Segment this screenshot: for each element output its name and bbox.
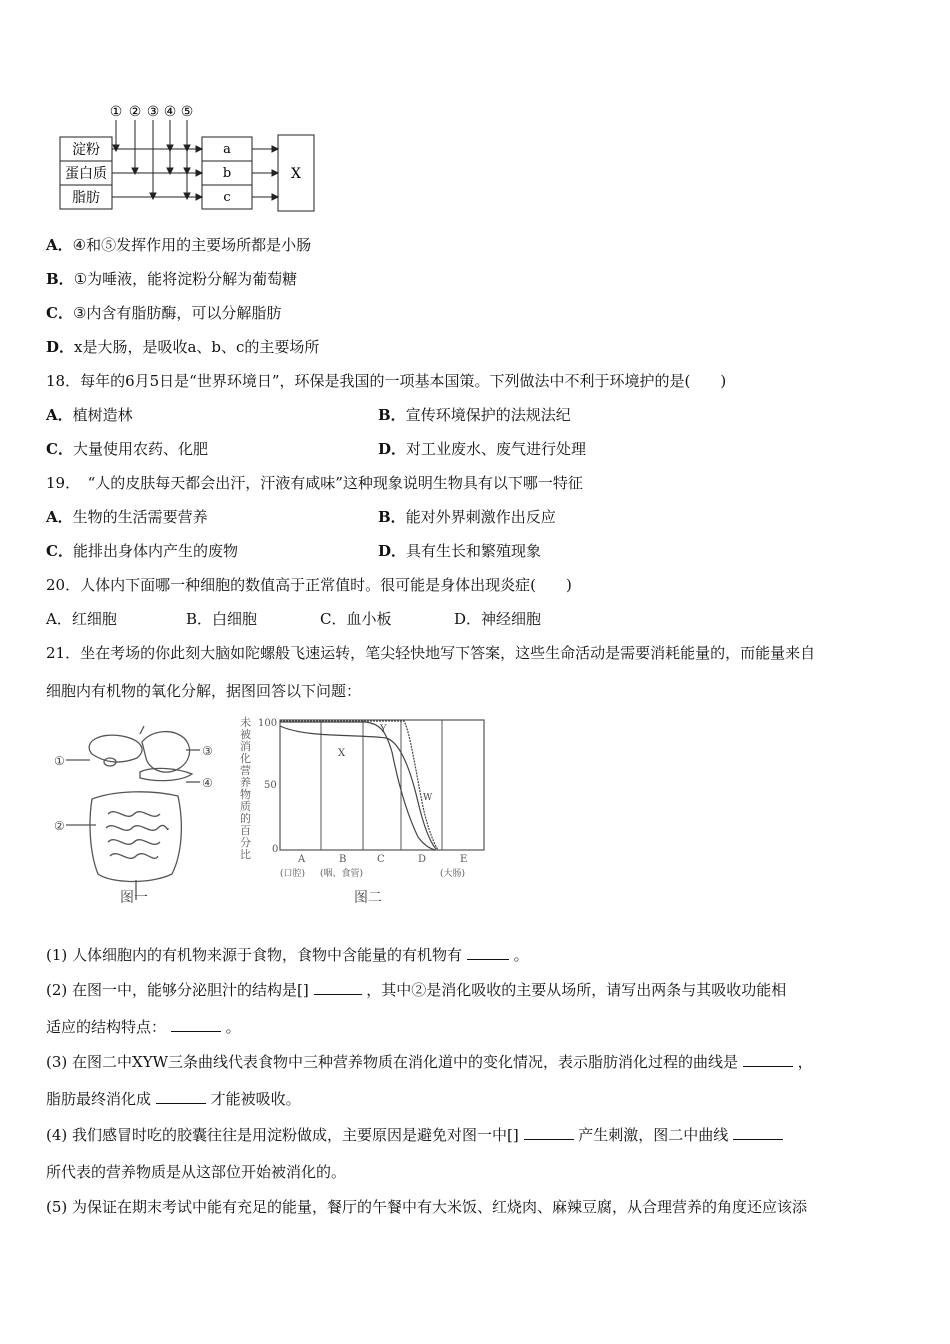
q21-sub3-cont: 脂肪最终消化成 才能被吸收。 [46,1090,301,1108]
fig1-marker-4: ④ [202,776,213,790]
fig1-marker-3: ③ [202,744,213,758]
answer-blank[interactable] [156,1089,206,1104]
q19-stem: 19． “人的皮肤每天都会出汗，汗液有咸味”这种现象说明生物具有以下哪一特征 [46,474,583,492]
product-b: b [222,166,232,181]
q21-stem-line1: 21．坐在考场的你此刻大脑如陀螺般飞速运转，笔尖轻快地写下答案，这些生命活动是需要消耗能量的，而能量来自 [46,644,816,662]
exam-page: ① ② ③ ④ ⑤ 淀粉 蛋白质 脂肪 a b c X A．④和⑤发挥作用的主要场所都是小肠 B．①为唾液，能将淀粉分解为葡萄糖 C．③内含有脂肪酶，可以分解脂肪 D．x是大肠，是吸收a、b、c的主要场所 18．每年的6月5日是“世界环境日”，环保是我国的一项基本国策。下列做法中不利于环境护的是( ) A．植树造林 B．宣传环境保护的法规法纪 C．大量使用农药、化肥 D．对工业废水、废气进行处理 19． “人的皮肤每天都会出汗，汗液有咸味”这种现象说明生物具有以下哪一特征 A．生物的生活需要营养 B．能对外界刺激作出反应 C．能排出身体内产生的废物 D．具有生长和繁殖现象 20．人体内下面哪一种细胞的数值高于正常值时。很可能是身体出现炎症( ) A．红细胞 B．白细胞 C．血小板 D．神经细胞 21．坐在考场的你此刻大脑如陀螺般飞速运转，笔尖轻快地写下答案，这些生命活动是需要消耗能量的，而能量来自 细胞内有机物的氧化分解，据图回答以下问题： ① ② ③ ④ 图一 未被消化营养物质的百分比 100 50 0 X Y W A B C D E (口腔) (咽、食管) (大肠) 图二 (1) 人体细胞内的有机物来源于食物，食物中含能量的有机物有 。 (2) 在图一中，能够分泌胆汁的结构是[] ，其中②是消化吸收的主要从场所，请写出两条与其吸收功能相 适应的结构特点： 。 (3) 在图二中XYW三条曲线代表食物中三种营养物质在消化道中的变化情况，表示脂肪消化过程的曲线是 ， 脂肪最终消化成 才能被吸收。 (4) 我们感冒时吃的胶囊往往是用淀粉做成，主要原因是避免对图一中[] 产生刺激，图二中曲线 所代表的营养物质是从这部位开始被消化的。 (5) 为保证在期末考试中能有充足的能量，餐厅的午餐中有大米饭、红烧肉、麻辣豆腐，从合理营养的角度还应该添 [0,0,950,1344]
answer-blank[interactable] [733,1125,783,1140]
input-fat: 脂肪 [72,190,100,206]
q21-sub2: (2) 在图一中，能够分泌胆汁的结构是[] ，其中②是消化吸收的主要从场所，请写出两条与其吸收功能相 [46,981,787,999]
figure1-digestive-system [52,724,222,914]
q21-sub5: (5) 为保证在期末考试中能有充足的能量，餐厅的午餐中有大米饭、红烧肉、麻辣豆腐，从合理营养的角度还应该添 [46,1198,808,1216]
product-a: a [223,142,231,157]
q19-row2: C．能排出身体内产生的废物 D．具有生长和繁殖现象 [46,542,542,560]
q21-stem-line2: 细胞内有机物的氧化分解，据图回答以下问题： [46,682,362,700]
curve-label-y: Y [380,724,387,735]
figure1-caption: 图一 [120,890,148,906]
answer-blank[interactable] [171,1017,221,1032]
input-protein: 蛋白质 [65,166,107,182]
fig2-xtick-d: D [418,854,427,865]
answer-blank[interactable] [314,980,362,995]
q17-option-c: C．③内含有脂肪酶，可以分解脂肪 [46,304,282,322]
digestion-flow-diagram [56,100,326,215]
q17-option-a: A．④和⑤发挥作用的主要场所都是小肠 [46,236,312,254]
q21-sub1: (1) 人体细胞内的有机物来源于食物，食物中含能量的有机物有 。 [46,946,529,964]
q18-row1: A．植树造林 B．宣传环境保护的法规法纪 [46,406,571,424]
q21-sub3: (3) 在图二中XYW三条曲线代表食物中三种营养物质在消化道中的变化情况，表示脂肪消化过程的曲线是 ， [46,1053,813,1071]
enzyme-4: ④ [163,104,177,120]
fig2-xsub-colon: (大肠) [440,869,466,879]
fig2-xsub-mouth: (口腔) [280,869,306,879]
q18-row2: C．大量使用农药、化肥 D．对工业废水、废气进行处理 [46,440,587,458]
q18-stem: 18．每年的6月5日是“世界环境日”，环保是我国的一项基本国策。下列做法中不利于环境护的是( ) [46,372,727,390]
answer-blank[interactable] [467,945,509,960]
fig2-ylabel-text: 未被消化营养物质的百分比 [240,716,251,861]
enzyme-markers [110,104,194,120]
q20-stem: 20．人体内下面哪一种细胞的数值高于正常值时。很可能是身体出现炎症( ) [46,576,572,594]
fig2-ytick-50: 50 [264,780,277,791]
answer-blank[interactable] [743,1052,793,1067]
curve-y [280,722,436,850]
target-x: X [291,166,301,182]
curve-x [280,726,436,849]
q21-sub4: (4) 我们感冒时吃的胶囊往往是用淀粉做成，主要原因是避免对图一中[] 产生刺激，图二中曲线 [46,1124,783,1146]
figure2-caption: 图二 [354,890,382,906]
enzyme-2: ② [128,104,142,120]
fig2-xtick-b: B [339,854,347,865]
fig2-ylabel [240,715,251,861]
fig1-marker-1: ① [54,754,65,768]
enzyme-5: ⑤ [180,104,194,120]
q21-sub4-cont: 所代表的营养物质是从这部位开始被消化的。 [46,1163,347,1181]
q17-option-d: D．x是大肠，是吸收a、b、c的主要场所 [46,338,320,356]
fig2-ytick-0: 0 [272,844,279,855]
answer-blank[interactable] [524,1125,574,1140]
q21-sub2-cont: 适应的结构特点： 。 [46,1018,241,1036]
fig1-marker-2: ② [54,819,65,833]
enzyme-1: ① [109,104,123,120]
fig2-xtick-c: C [377,854,385,865]
curve-label-w: W [423,793,433,803]
enzyme-3: ③ [146,104,160,120]
input-starch: 淀粉 [72,142,100,158]
figure2-digestion-chart [236,712,496,912]
fig2-xtick-e: E [460,854,468,865]
fig2-xtick-a: A [298,854,306,865]
product-c: c [223,190,231,205]
fig2-xsub-pharynx: (咽、食管) [320,869,364,879]
fig2-ytick-100: 100 [258,718,278,729]
curve-label-x: X [338,748,346,759]
q17-option-b: B．①为唾液，能将淀粉分解为葡萄糖 [46,270,298,288]
q19-row1: A．生物的生活需要营养 B．能对外界刺激作出反应 [46,508,556,526]
